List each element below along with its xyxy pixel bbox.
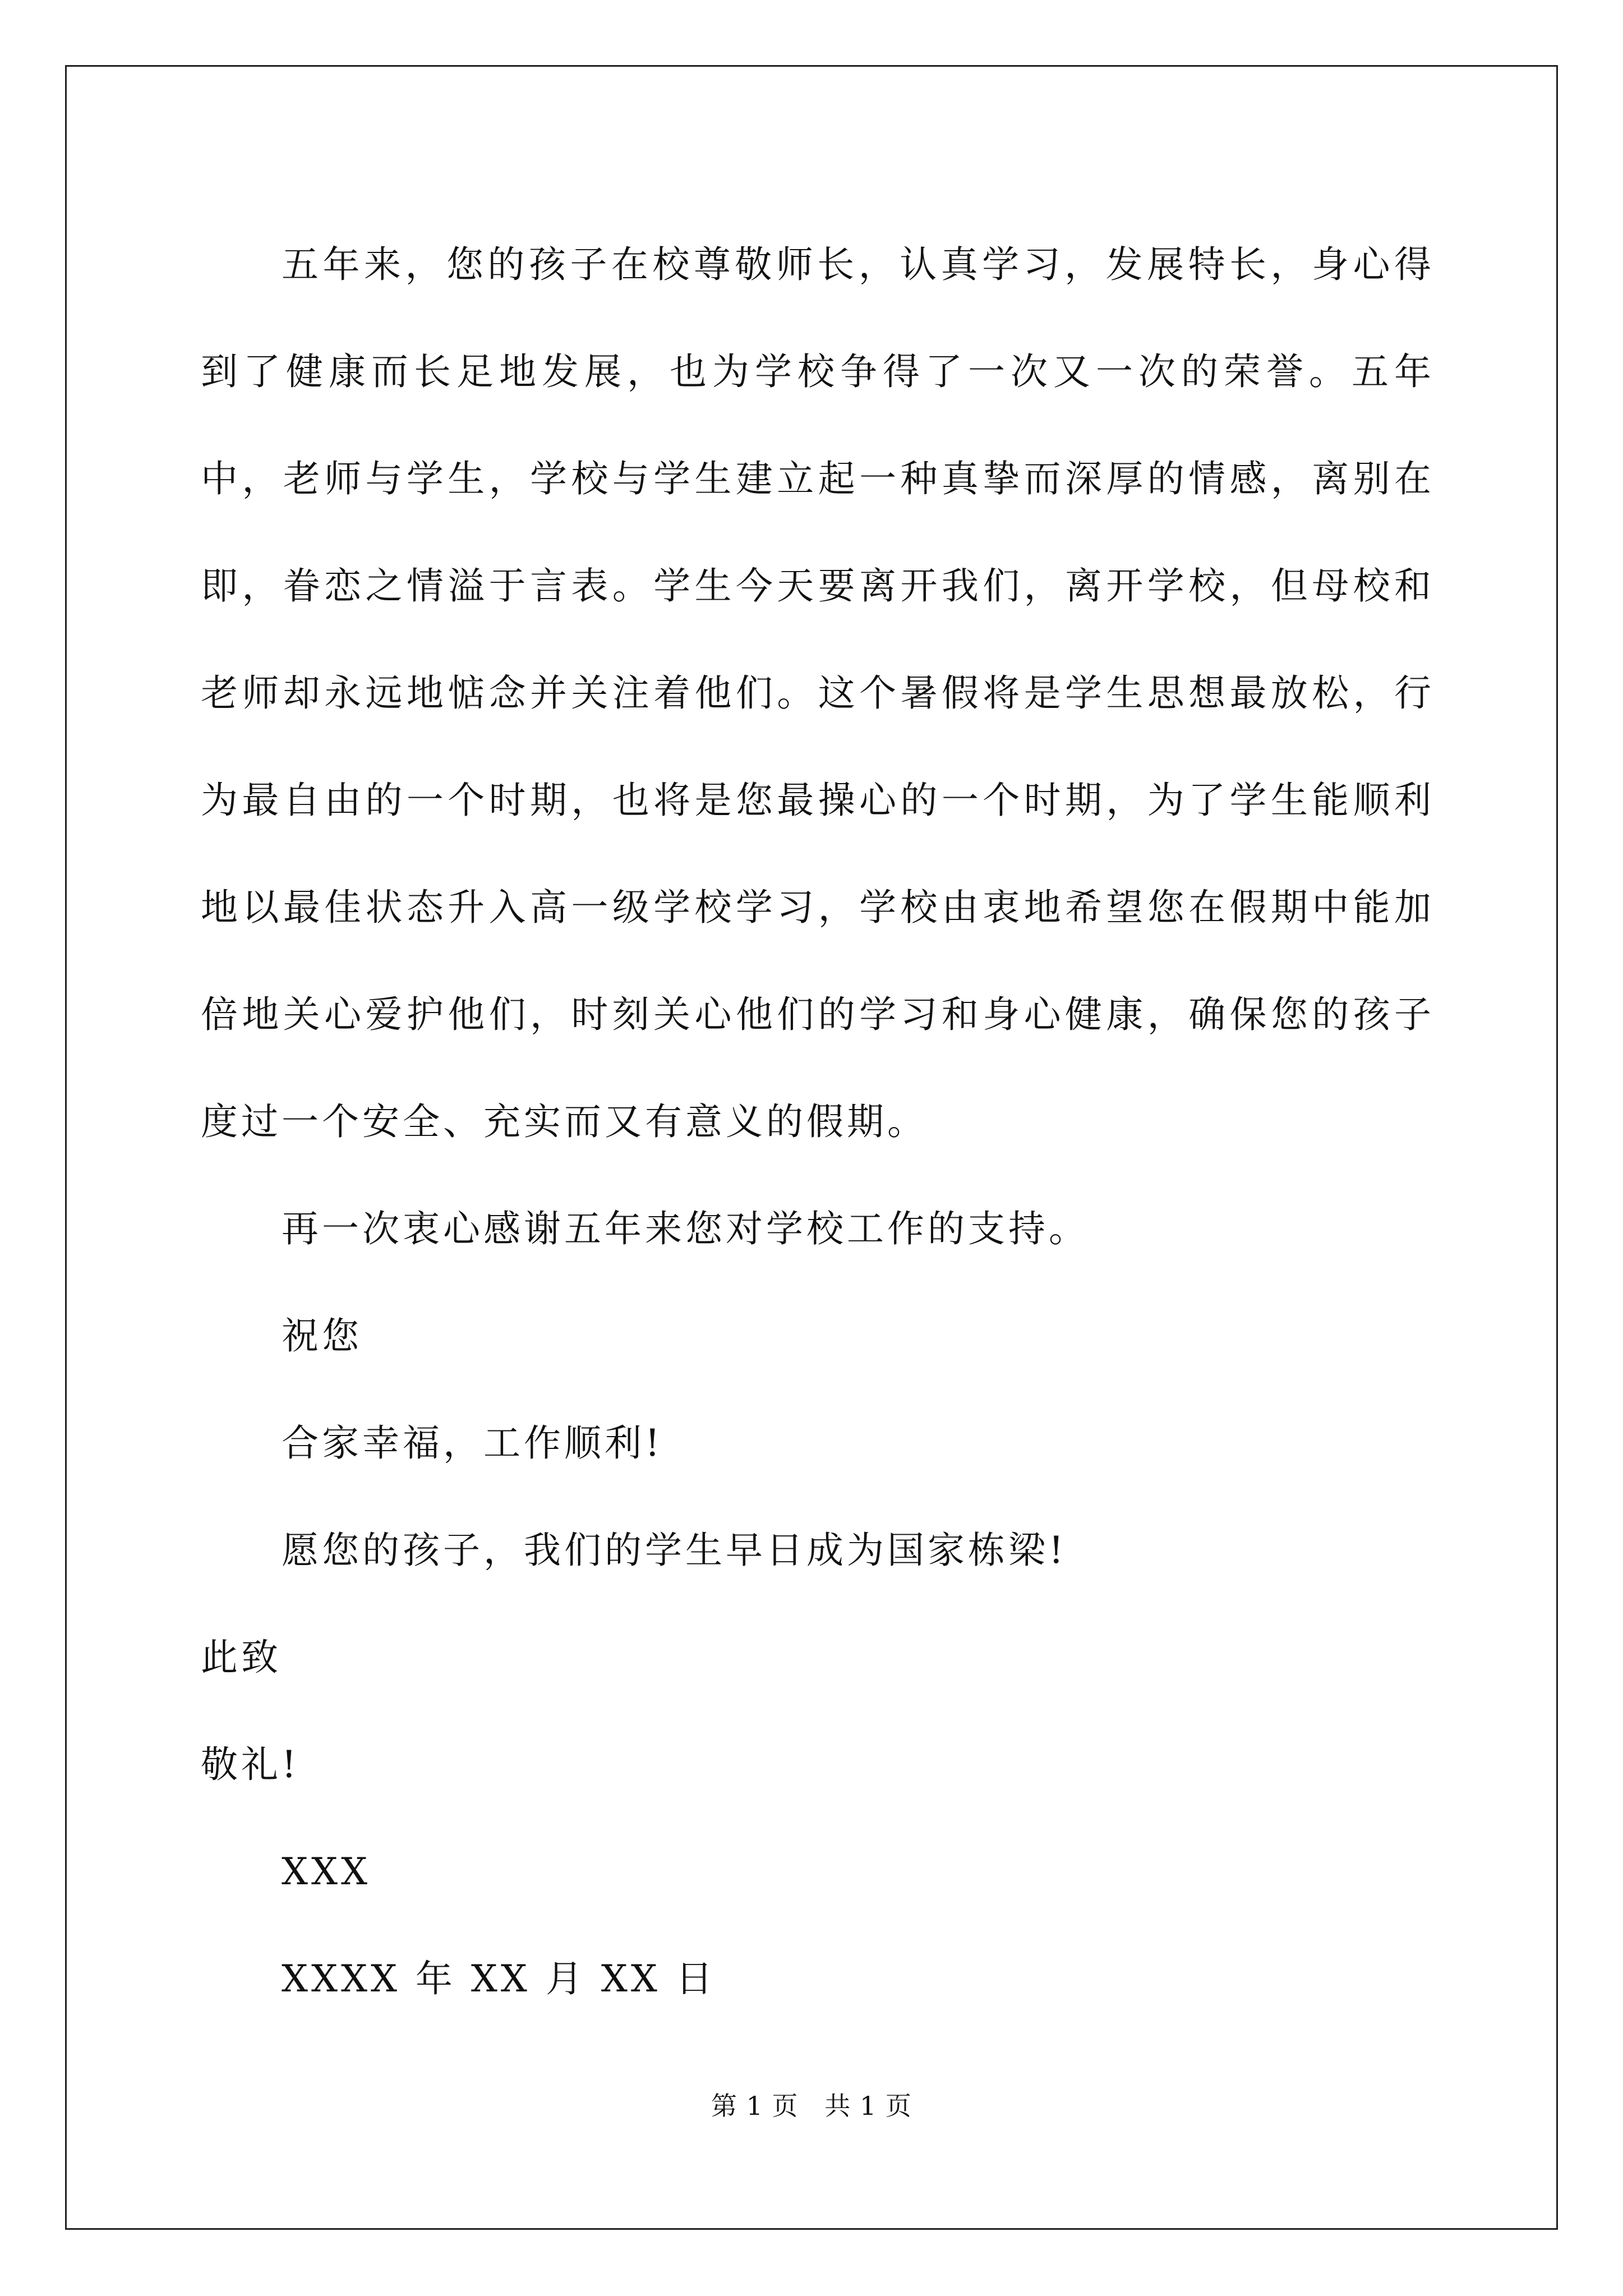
page-footer: 第 1 页 共 1 页 <box>711 2091 912 2121</box>
main-paragraph: 五年来，您的孩子在校尊敬师长，认真学习，发展特长，身心得到了健康而长足地发展，也为学校争得了一次又一次的荣誉。五年中，老师与学生，学校与学生建立起一种真挚而深厚的情感，离别在即，眷恋之情溢于言表。学生今天要离开我们，离开学校，但母校和老师却永远地惦念并关注着他们。这个暑假将是学生思想最放松，行为最自由的一个时期，也将是您最操心的一个时期，为了学生能顺利地以最佳状态升入高一级学校学习，学校由衷地希望您在假期中能加倍地关心爱护他们，时刻关心他们的学习和身心健康，确保您的孩子度过一个安全、充实而又有意义的假期。 <box>201 243 1435 1143</box>
date-line: XXXX 年 XX 月 XX 日 <box>282 1957 716 2000</box>
thanks-line: 再一次衷心感谢五年来您对学校工作的支持。 <box>282 1207 1089 1250</box>
closing-line-1: 此致 <box>201 1636 282 1679</box>
wish-intro: 祝您 <box>282 1314 362 1358</box>
wish-line-2: 愿您的孩子，我们的学生早日成为国家栋梁! <box>282 1529 1067 1572</box>
signature: XXX <box>282 1850 371 1893</box>
letter-body <box>201 211 1435 2032</box>
closing-line-2: 敬礼! <box>201 1743 300 1786</box>
wish-line-1: 合家幸福，工作顺利! <box>282 1421 663 1465</box>
